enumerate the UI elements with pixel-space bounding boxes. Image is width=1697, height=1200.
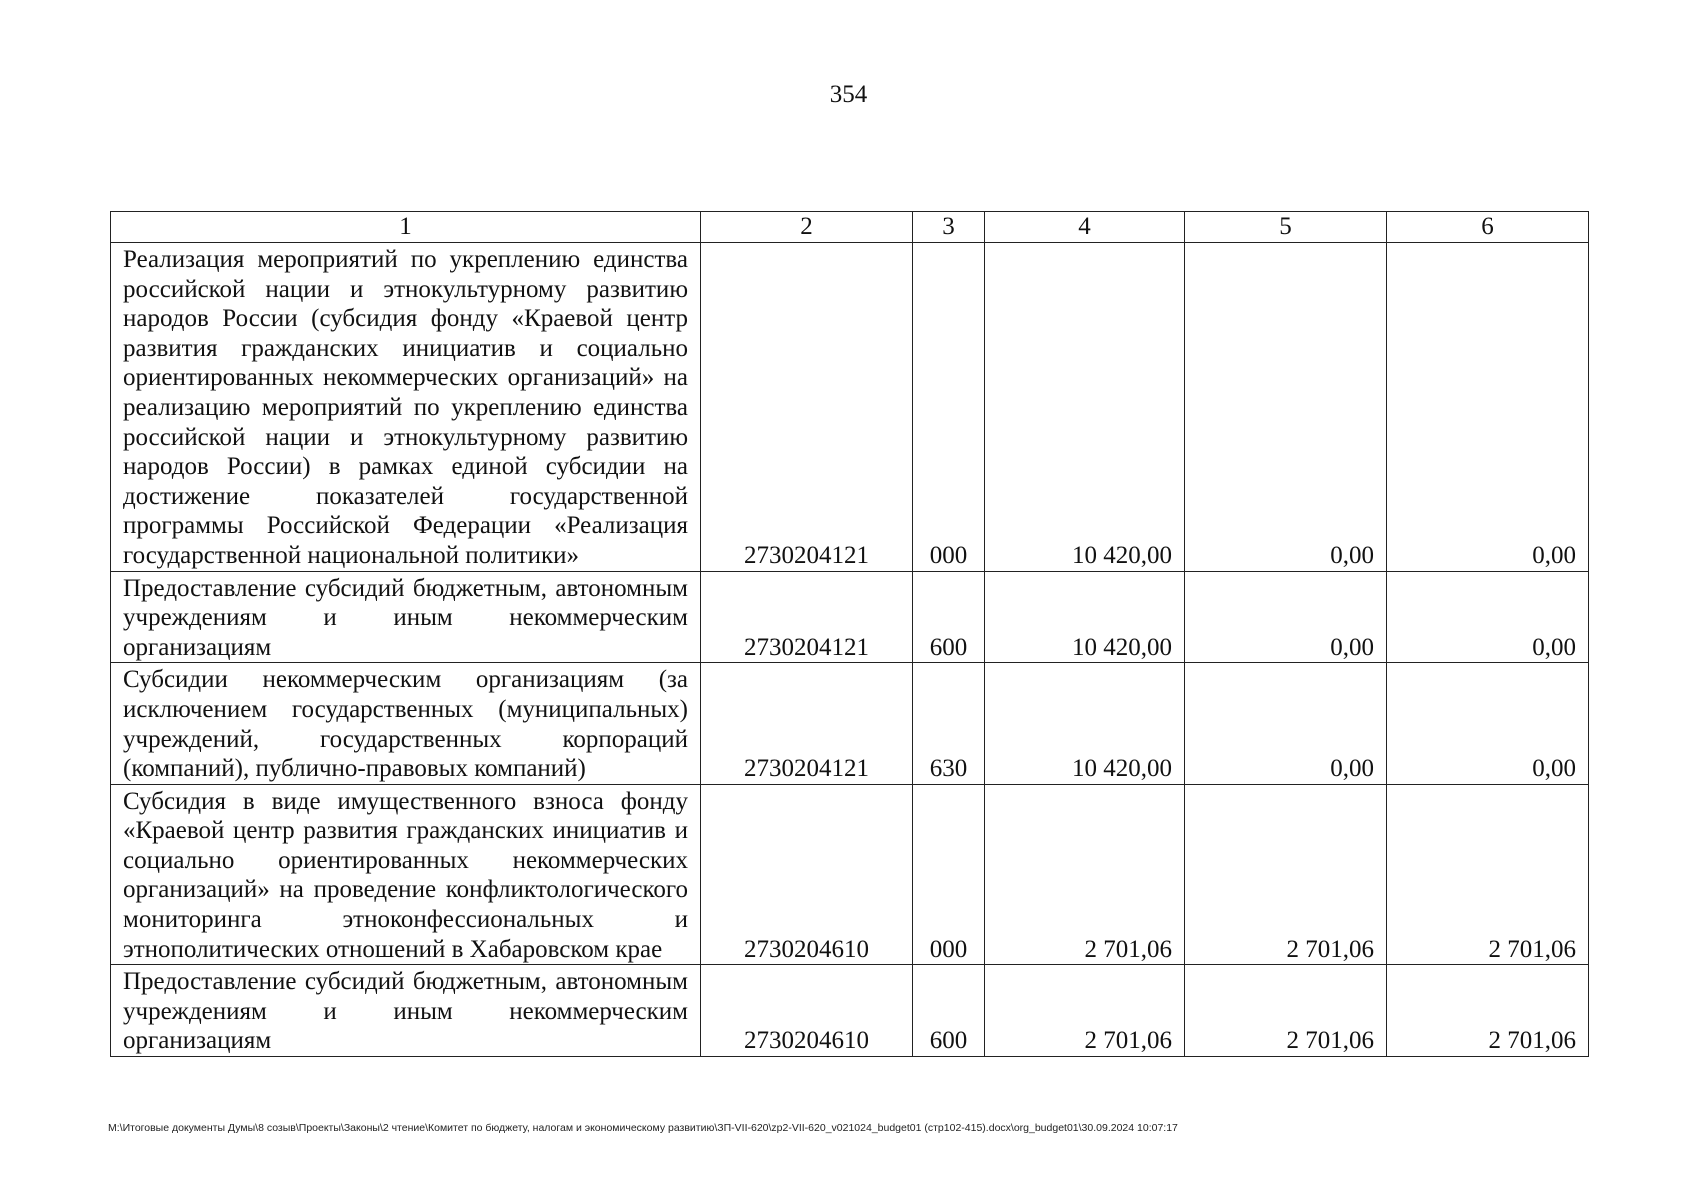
amount-column-4: 2 701,06 <box>985 784 1185 965</box>
table-row <box>111 243 1589 572</box>
budget-table <box>110 211 1589 1057</box>
amount-column-4: 10 420,00 <box>985 663 1185 784</box>
column-header-1: 1 <box>111 212 701 243</box>
expense-type-code: 000 <box>913 784 985 965</box>
amount-column-4: 2 701,06 <box>985 965 1185 1057</box>
target-article-code: 2730204610 <box>701 784 913 965</box>
row-description: Предоставление субсидий бюджетным, автономным учреждениям и иным некоммерческим организациям <box>111 965 701 1057</box>
expense-type-code: 600 <box>913 965 985 1057</box>
document-file-path: M:\Итоговые документы Думы\8 созыв\Проекты\Законы\2 чтение\Комитет по бюджету, налогам и экономическому развитию\ЗП-VII-620\zp2-VII-620_v021024_budget01 (стр102-415).docx\org_budget01\30.09.2024 10:07:17 <box>108 1122 1178 1134</box>
table-row <box>111 965 1589 1057</box>
column-header-4: 4 <box>985 212 1185 243</box>
amount-column-5: 0,00 <box>1185 663 1387 784</box>
amount-column-5: 2 701,06 <box>1185 784 1387 965</box>
row-description: Предоставление субсидий бюджетным, автономным учреждениям и иным некоммерческим организациям <box>111 571 701 663</box>
amount-column-6: 0,00 <box>1387 663 1589 784</box>
row-description: Субсидии некоммерческим организациям (за исключением государственных (муниципальных) учреждений, государственных корпораций (компаний), публично-правовых компаний) <box>111 663 701 784</box>
table-header-row <box>111 212 1589 243</box>
row-description: Субсидия в виде имущественного взноса фонду «Краевой центр развития гражданских инициатив и социально ориентированных некоммерческих организаций» на проведение конфликтологического мониторинга этноконфессиональных и этнополитических отношений в Хабаровском крае <box>111 784 701 965</box>
amount-column-5: 0,00 <box>1185 571 1387 663</box>
column-header-6: 6 <box>1387 212 1589 243</box>
target-article-code: 2730204610 <box>701 965 913 1057</box>
target-article-code: 2730204121 <box>701 243 913 572</box>
amount-column-6: 0,00 <box>1387 571 1589 663</box>
amount-column-6: 0,00 <box>1387 243 1589 572</box>
amount-column-6: 2 701,06 <box>1387 784 1589 965</box>
expense-type-code: 000 <box>913 243 985 572</box>
amount-column-6: 2 701,06 <box>1387 965 1589 1057</box>
target-article-code: 2730204121 <box>701 571 913 663</box>
page-number: 354 <box>829 81 868 108</box>
target-article-code: 2730204121 <box>701 663 913 784</box>
column-header-5: 5 <box>1185 212 1387 243</box>
table-row <box>111 571 1589 663</box>
column-header-3: 3 <box>913 212 985 243</box>
expense-type-code: 600 <box>913 571 985 663</box>
amount-column-4: 10 420,00 <box>985 243 1185 572</box>
amount-column-4: 10 420,00 <box>985 571 1185 663</box>
table-row <box>111 784 1589 965</box>
row-description: Реализация мероприятий по укреплению единства российской нации и этнокультурному развитию народов России (субсидия фонду «Краевой центр развития гражданских инициатив и социально ориентированных некоммерческих организаций» на реализацию мероприятий по укреплению единства российской нации и этнокультурному развитию народов России) в рамках единой субсидии на достижение показателей государственной программы Российской Федерации «Реализация государственной национальной политики» <box>111 243 701 572</box>
table-row <box>111 663 1589 784</box>
amount-column-5: 0,00 <box>1185 243 1387 572</box>
amount-column-5: 2 701,06 <box>1185 965 1387 1057</box>
column-header-2: 2 <box>701 212 913 243</box>
expense-type-code: 630 <box>913 663 985 784</box>
